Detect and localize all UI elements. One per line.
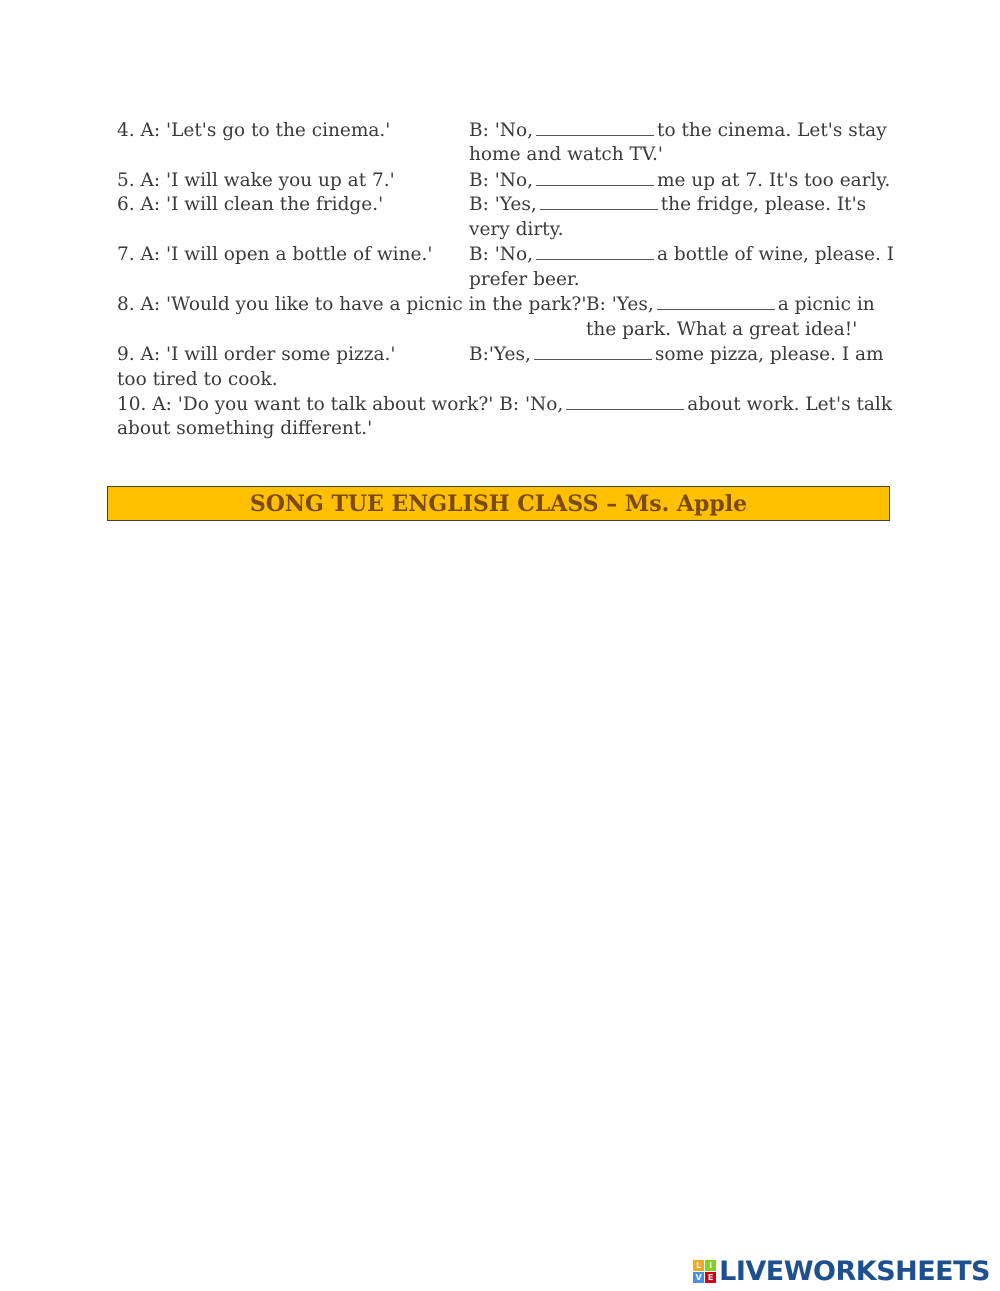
item-9-answer-start: B:'Yes, — [469, 344, 531, 365]
item-10-answer-start: B: 'No, — [499, 394, 564, 415]
logo-blocks-icon — [693, 1260, 716, 1283]
item-7-blank[interactable] — [536, 243, 654, 260]
item-8-answer — [586, 293, 875, 317]
class-banner: SONG TUE ENGLISH CLASS – Ms. Apple — [107, 486, 890, 521]
item-9-blank[interactable] — [534, 343, 652, 360]
item-9-line2: too tired to cook. — [117, 369, 278, 390]
item-4-question: 4. A: 'Let's go to the cinema.' — [117, 120, 391, 141]
item-7-answer — [469, 243, 894, 267]
item-7-answer-end: a bottle of wine, please. I — [657, 244, 895, 265]
item-5-question: 5. A: 'I will wake you up at 7.' — [117, 170, 395, 191]
logo-text: LIVEWORKSHEETS — [719, 1255, 990, 1287]
item-6-answer-end: the fridge, please. It's — [660, 194, 867, 215]
item-7-answer-start: B: 'No, — [469, 244, 534, 265]
item-4-blank[interactable] — [536, 119, 654, 136]
item-8-answer-end: a picnic in — [777, 294, 875, 315]
item-8-answer-line2: the park. What a great idea!' — [586, 319, 858, 340]
item-6-answer-line2: very dirty. — [469, 219, 564, 240]
item-10-question: 10. A: 'Do you want to talk about work?' — [117, 394, 494, 415]
logo-block-v: V — [693, 1272, 704, 1283]
item-10-blank[interactable] — [566, 393, 684, 410]
item-4-answer-end: to the cinema. Let's stay — [657, 120, 887, 141]
item-7-question: 7. A: 'I will open a bottle of wine.' — [117, 244, 433, 265]
item-7-answer-line2: prefer beer. — [469, 269, 580, 290]
item-6-answer — [469, 193, 866, 217]
item-8-answer-start: B: 'Yes, — [586, 294, 654, 315]
item-10-line2: about something different.' — [117, 418, 373, 439]
item-8-question: 8. A: 'Would you like to have a picnic in the park?' — [117, 294, 587, 315]
item-6-answer-start: B: 'Yes, — [469, 194, 537, 215]
liveworksheets-logo[interactable] — [693, 1254, 990, 1288]
item-9-answer — [469, 343, 884, 367]
item-8-blank[interactable] — [657, 293, 775, 310]
item-4-answer — [469, 119, 887, 143]
item-9-question: 9. A: 'I will order some pizza.' — [117, 344, 396, 365]
logo-block-l: L — [693, 1260, 704, 1271]
item-5-answer-end: me up at 7. It's too early. — [657, 170, 891, 191]
item-6-blank[interactable] — [540, 193, 658, 210]
item-6-question: 6. A: 'I will clean the fridge.' — [117, 194, 384, 215]
item-4-answer-start: B: 'No, — [469, 120, 534, 141]
item-10-answer-end: about work. Let's talk — [687, 394, 893, 415]
item-5-answer — [469, 169, 890, 193]
item-5-answer-start: B: 'No, — [469, 170, 534, 191]
item-9-answer-end: some pizza, please. I am — [654, 344, 884, 365]
item-10-line1 — [117, 393, 892, 417]
item-5-blank[interactable] — [536, 169, 654, 186]
logo-block-e: E — [705, 1272, 716, 1283]
item-4-answer-line2: home and watch TV.' — [469, 144, 663, 165]
logo-block-i: I — [705, 1260, 716, 1271]
